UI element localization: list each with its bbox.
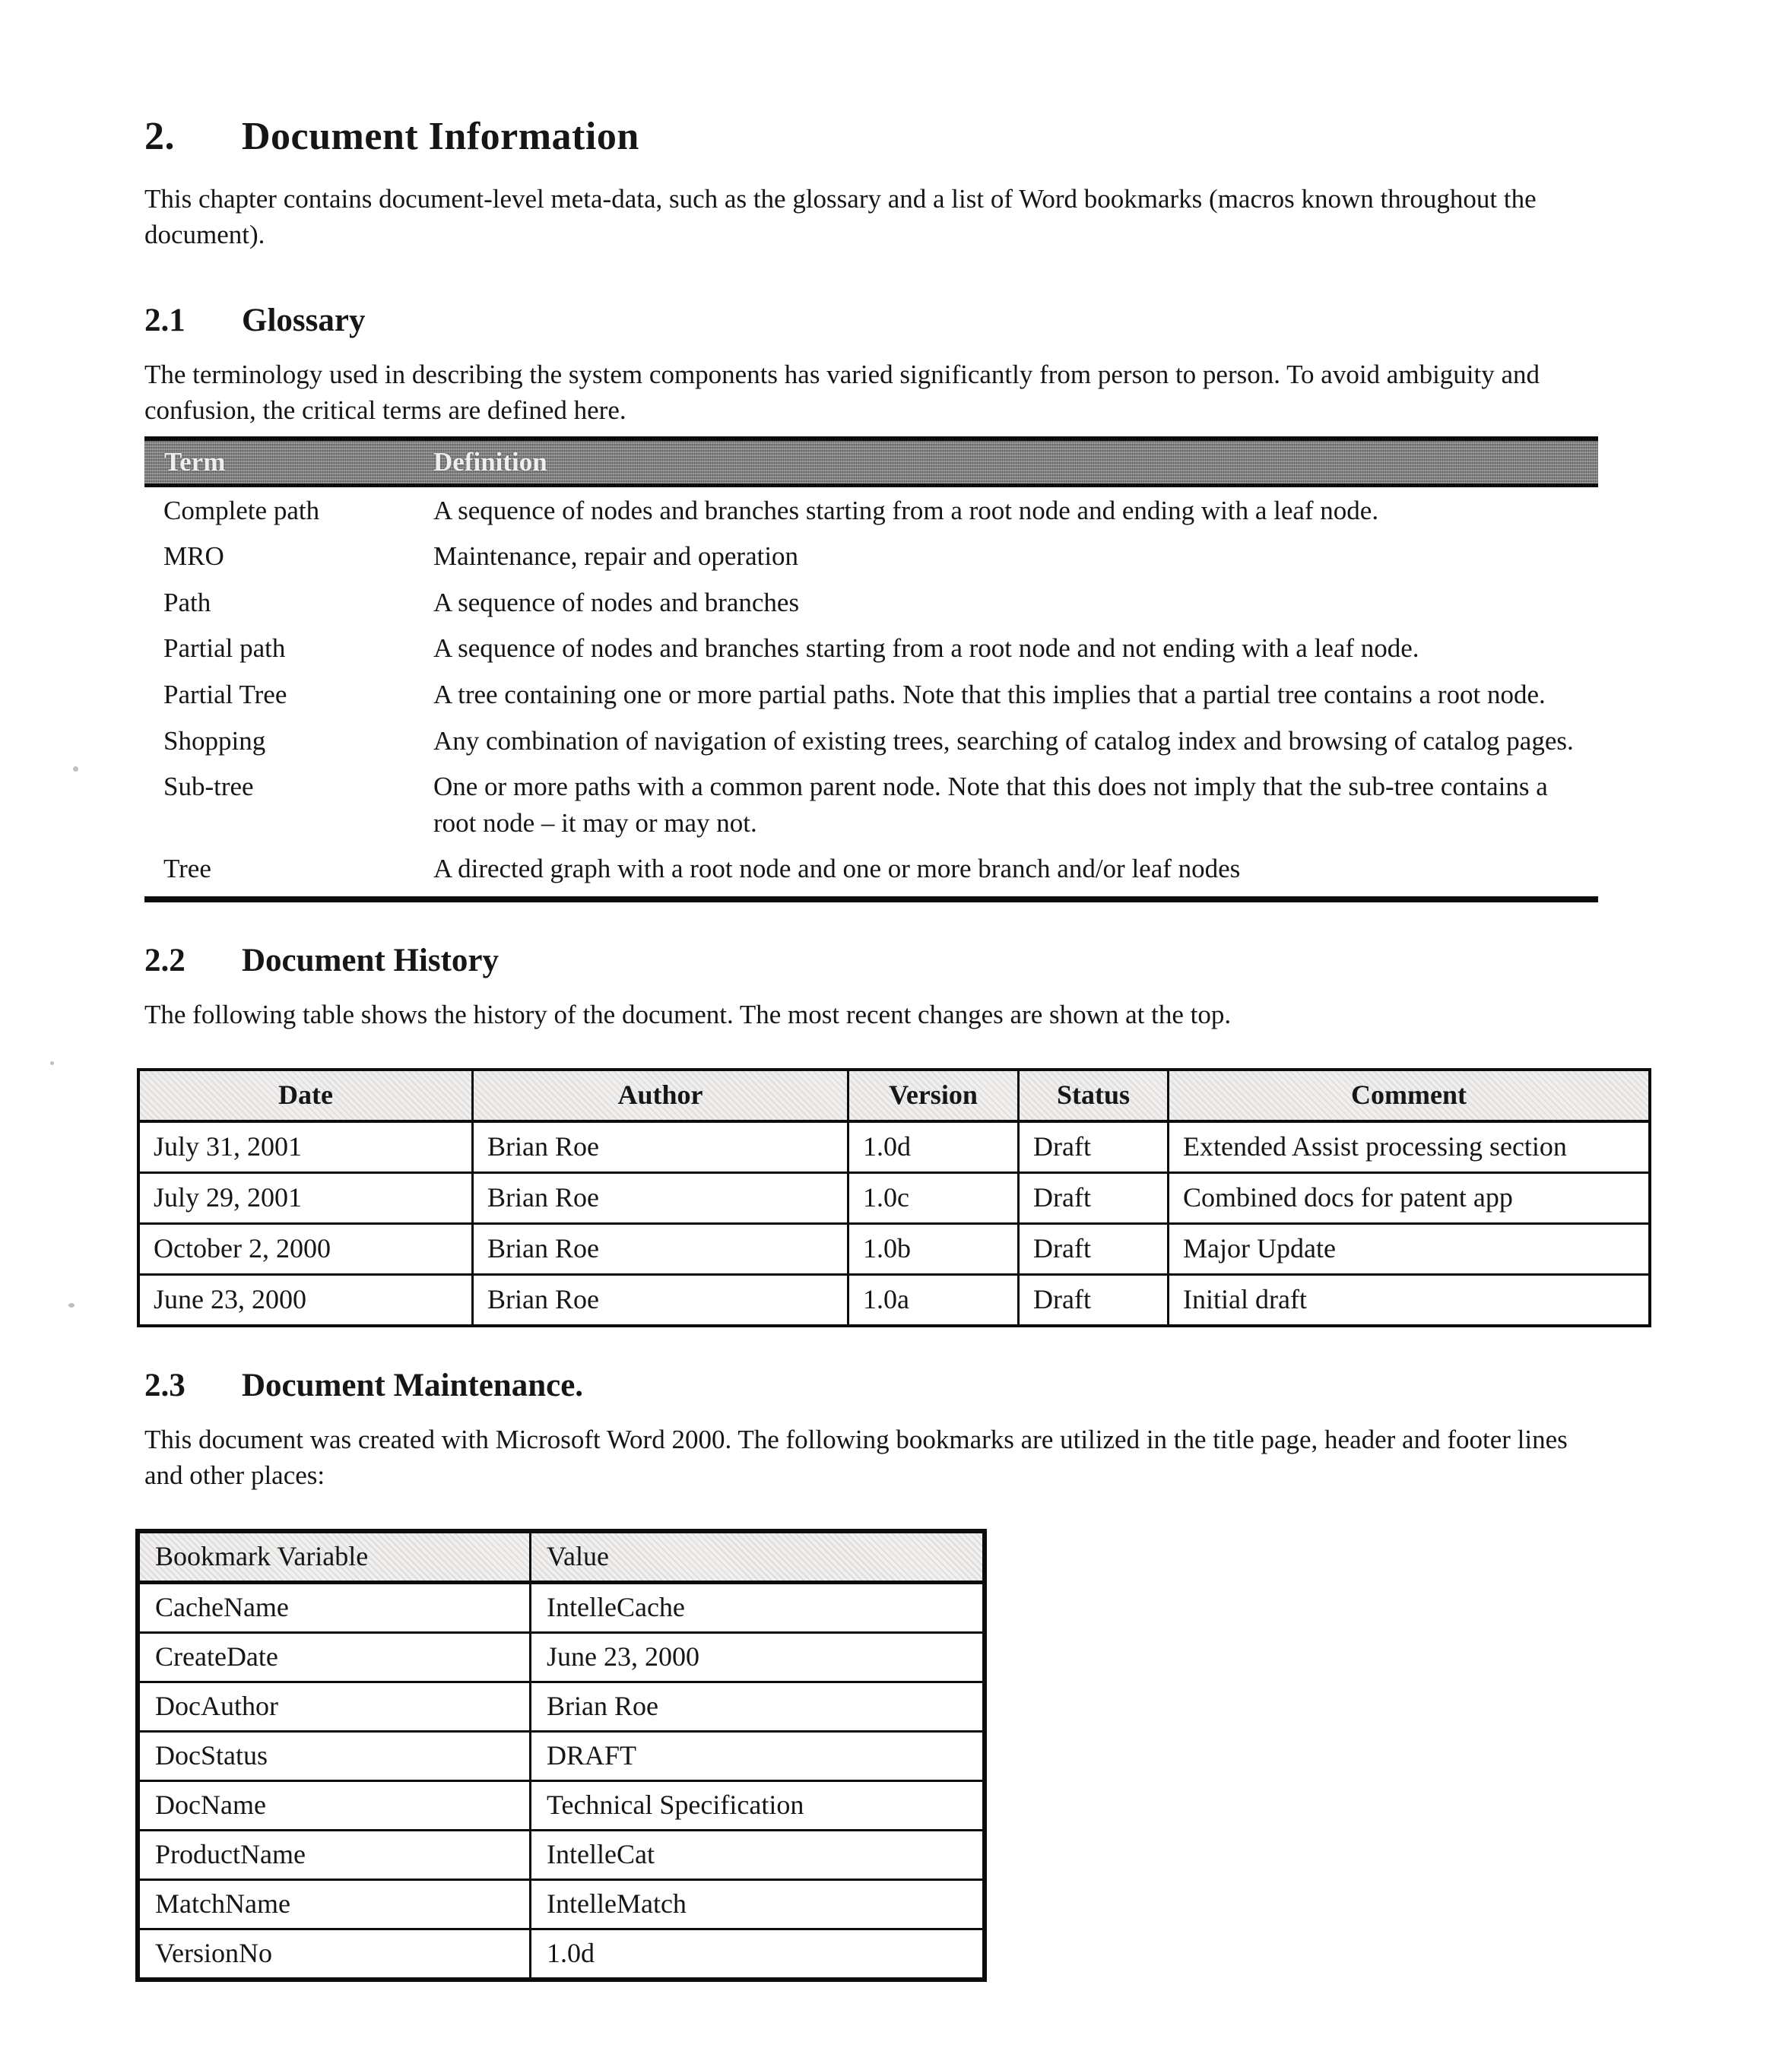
- scan-artifact: [50, 1061, 54, 1065]
- glossary-row: [144, 718, 1598, 764]
- glossary-row: [144, 671, 1598, 718]
- history-column-author: Author: [473, 1070, 848, 1121]
- history-number: 2.2: [144, 942, 186, 978]
- glossary-row: [144, 845, 1598, 892]
- bookmark-variable: CacheName: [138, 1582, 531, 1632]
- glossary-column-term: Term: [164, 446, 226, 477]
- glossary-header-row: [144, 436, 1598, 487]
- scan-artifact: [68, 1303, 75, 1308]
- glossary-term: Tree: [163, 854, 211, 884]
- history-comment: Extended Assist processing section: [1169, 1121, 1651, 1173]
- glossary-column-definition: Definition: [433, 446, 547, 477]
- glossary-title: Glossary: [242, 302, 366, 338]
- maintenance-heading: [144, 1367, 1598, 1404]
- bookmark-value: IntelleCat: [531, 1830, 985, 1879]
- glossary-term: Shopping: [163, 725, 266, 756]
- glossary-term: Partial path: [163, 633, 286, 664]
- history-status: Draft: [1019, 1223, 1169, 1274]
- bookmark-row: [138, 1830, 985, 1879]
- bookmark-variable: ProductName: [138, 1830, 531, 1879]
- bookmark-variable: VersionNo: [138, 1929, 531, 1980]
- history-author: Brian Roe: [473, 1172, 848, 1223]
- glossary-row: [144, 763, 1598, 845]
- glossary-definition: A sequence of nodes and branches: [433, 587, 800, 617]
- glossary-definition: A tree containing one or more partial paths. Note that this implies that a partial tree contains a root node.: [433, 679, 1546, 709]
- history-column-status: Status: [1019, 1070, 1169, 1121]
- bookmarks-column-value: Value: [531, 1531, 985, 1583]
- chapter-intro: This chapter contains document-level meta-data, such as the glossary and a list of Word bookmarks (macros known throughout the document).: [144, 184, 1537, 249]
- bookmark-row: [138, 1731, 985, 1780]
- history-version: 1.0a: [848, 1274, 1019, 1326]
- history-author: Brian Roe: [473, 1121, 848, 1173]
- glossary-intro: The terminology used in describing the system components has varied significantly from person to person. To avoid ambiguity and confusion, the critical terms are defined here.: [144, 359, 1540, 425]
- maintenance-number: 2.3: [144, 1367, 186, 1403]
- history-row: [138, 1172, 1650, 1223]
- bookmark-row: [138, 1780, 985, 1830]
- history-version: 1.0b: [848, 1223, 1019, 1274]
- glossary-term: Sub-tree: [163, 772, 254, 802]
- history-column-date: Date: [138, 1070, 473, 1121]
- bookmark-row: [138, 1632, 985, 1682]
- bookmark-variable: MatchName: [138, 1879, 531, 1929]
- glossary-row: [144, 533, 1598, 579]
- glossary-table: [144, 436, 1598, 902]
- glossary-row: [144, 625, 1598, 671]
- glossary-term: Path: [163, 587, 211, 617]
- bookmark-row: [138, 1929, 985, 1980]
- glossary-term: Complete path: [163, 495, 320, 525]
- history-intro: The following table shows the history of the document. The most recent changes are shown at the top.: [144, 999, 1232, 1029]
- bookmarks-table: [135, 1529, 987, 1982]
- history-column-version: Version: [848, 1070, 1019, 1121]
- history-row: [138, 1121, 1650, 1173]
- bookmark-variable: CreateDate: [138, 1632, 531, 1682]
- maintenance-intro: This document was created with Microsoft Word 2000. The following bookmarks are utilized in the title page, header and footer lines and other places:: [144, 1424, 1568, 1490]
- glossary-heading: [144, 302, 1598, 339]
- history-table: [137, 1068, 1651, 1327]
- bookmarks-header-row: [138, 1531, 985, 1583]
- maintenance-title: Document Maintenance.: [242, 1367, 584, 1403]
- bookmark-value: DRAFT: [531, 1731, 985, 1780]
- glossary-row: [144, 487, 1598, 534]
- bookmark-value: IntelleCache: [531, 1582, 985, 1632]
- bookmark-variable: DocName: [138, 1780, 531, 1830]
- history-comment: Combined docs for patent app: [1169, 1172, 1651, 1223]
- history-row: [138, 1274, 1650, 1326]
- bookmark-row: [138, 1879, 985, 1929]
- glossary-number: 2.1: [144, 302, 186, 338]
- bookmarks-column-variable: Bookmark Variable: [138, 1531, 531, 1583]
- bookmark-value: IntelleMatch: [531, 1879, 985, 1929]
- glossary-term: Partial Tree: [163, 679, 287, 709]
- history-date: June 23, 2000: [138, 1274, 473, 1326]
- history-version: 1.0c: [848, 1172, 1019, 1223]
- bookmark-row: [138, 1682, 985, 1731]
- scan-artifact: [73, 766, 78, 772]
- bookmark-variable: DocAuthor: [138, 1682, 531, 1731]
- history-comment: Initial draft: [1169, 1274, 1651, 1326]
- glossary-bottom-rule: [144, 896, 1598, 902]
- bookmark-value: 1.0d: [531, 1929, 985, 1980]
- bookmark-variable: DocStatus: [138, 1731, 531, 1780]
- glossary-definition: A directed graph with a root node and one or more branch and/or leaf nodes: [433, 854, 1241, 884]
- history-version: 1.0d: [848, 1121, 1019, 1173]
- chapter-number: 2.: [144, 115, 175, 158]
- history-title: Document History: [242, 942, 499, 978]
- history-date: October 2, 2000: [138, 1223, 473, 1274]
- history-status: Draft: [1019, 1274, 1169, 1326]
- glossary-definition: A sequence of nodes and branches starting from a root node and ending with a leaf node.: [433, 495, 1379, 525]
- bookmark-value: June 23, 2000: [531, 1632, 985, 1682]
- history-status: Draft: [1019, 1172, 1169, 1223]
- history-status: Draft: [1019, 1121, 1169, 1173]
- history-author: Brian Roe: [473, 1274, 848, 1326]
- history-heading: [144, 942, 1598, 979]
- glossary-definition: One or more paths with a common parent node. Note that this does not imply that the sub-tree contains a root node – it may or may not.: [433, 772, 1548, 838]
- history-date: July 31, 2001: [138, 1121, 473, 1173]
- glossary-definition: A sequence of nodes and branches starting from a root node and not ending with a leaf node.: [433, 633, 1419, 664]
- bookmark-value: Brian Roe: [531, 1682, 985, 1731]
- history-author: Brian Roe: [473, 1223, 848, 1274]
- glossary-term: MRO: [163, 541, 224, 572]
- glossary-definition: Maintenance, repair and operation: [433, 541, 799, 572]
- chapter-title: Document Information: [242, 115, 639, 158]
- history-column-comment: Comment: [1169, 1070, 1651, 1121]
- history-date: July 29, 2001: [138, 1172, 473, 1223]
- chapter-heading: [144, 114, 1598, 159]
- history-row: [138, 1223, 1650, 1274]
- bookmark-value: Technical Specification: [531, 1780, 985, 1830]
- bookmark-row: [138, 1582, 985, 1632]
- history-header-row: [138, 1070, 1650, 1121]
- glossary-definition: Any combination of navigation of existing trees, searching of catalog index and browsing of catalog pages.: [433, 725, 1574, 756]
- glossary-row: [144, 579, 1598, 626]
- history-comment: Major Update: [1169, 1223, 1651, 1274]
